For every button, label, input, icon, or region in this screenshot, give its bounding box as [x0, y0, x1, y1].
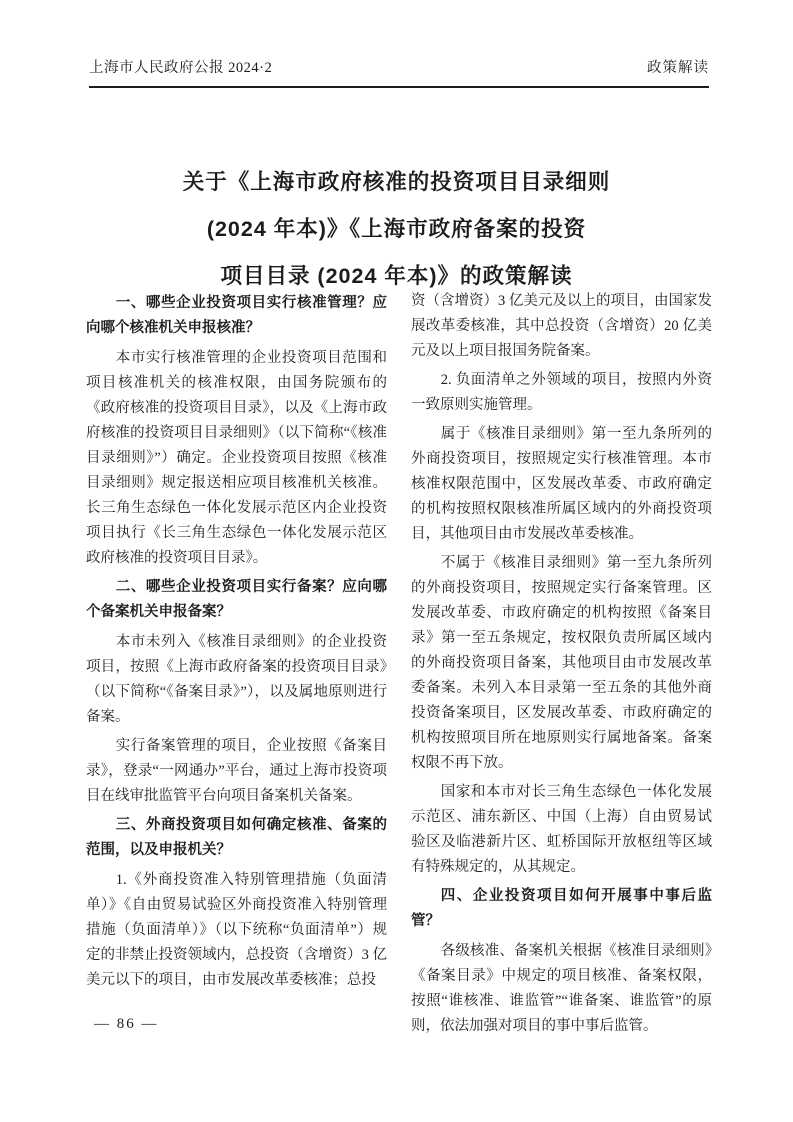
paragraph: 1.《外商投资准入特别管理措施（负面清单）》《自由贸易试验区外商投资准入特别管理措施（负面清单）》（以下统称“负面清单”）规定的非禁止投资领域内，总投资（含增资）3 亿美元以下的项目，由市发展改革委核准；总投	[86, 872, 387, 988]
paragraph: 资（含增资）3 亿美元及以上的项目，由国家发展改革委核准，其中总投资（含增资）20 亿美元及以上项目报国务院备案。	[411, 293, 712, 359]
paragraph: 属于《核准目录细则》第一至九条所列的外商投资项目，按照规定实行核准管理。本市核准权限范围中，区发展改革委、市政府确定的机构按照权限核准所属区域内的外商投资项目，其他项目由市发展改革委核准。	[411, 426, 712, 542]
paragraph: 本市未列入《核准目录细则》的企业投资项目，按照《上海市政府备案的投资项目目录》（以下简称“《备案目录》”），以及属地原则进行备案。	[86, 634, 387, 725]
title-line-1: 关于《上海市政府核准的投资项目目录细则	[182, 170, 611, 194]
paragraph: 本市实行核准管理的企业投资项目范围和项目核准机关的核准权限，由国务院颁布的《政府核准的投资项目目录》，以及《上海市政府核准的投资项目目录细则》（以下简称“《核准目录细则》”）确定。企业投资项目按照《核准目录细则》规定报送相应项目核准机关核准。长三角生态绿色一体化发展示范区内企业投资项目执行《长三角生态绿色一体化发展示范区政府核准的投资项目目录》。	[86, 350, 387, 566]
two-column-body	[86, 289, 712, 1043]
page-header	[89, 56, 709, 88]
section-heading: 一、哪些企业投资项目实行核准管理？应向哪个核准机关申报核准？	[86, 295, 387, 336]
section-heading: 四、企业投资项目如何开展事中事后监管？	[411, 888, 712, 929]
header-gazette-name: 上海市人民政府公报 2024·2	[89, 60, 273, 76]
left-column	[86, 289, 387, 1043]
paragraph: 各级核准、备案机关根据《核准目录细则》《备案目录》中规定的项目核准、备案权限，按照“谁核准、谁监管”“谁备案、谁监管”的原则，依法加强对项目的事中事后监管。	[411, 943, 712, 1034]
right-column	[411, 289, 712, 1043]
title-line-2: (2024 年本)》《上海市政府备案的投资	[206, 217, 587, 241]
header-section-label: 政策解读	[647, 60, 709, 76]
paragraph: 实行备案管理的项目，企业按照《备案目录》，登录“一网通办”平台，通过上海市投资项目在线审批监管平台向项目备案机关备案。	[86, 738, 387, 804]
section-heading: 二、哪些企业投资项目实行备案？应向哪个备案机关申报备案？	[86, 579, 387, 620]
section-heading: 三、外商投资项目如何确定核准、备案的范围，以及申报机关？	[86, 817, 387, 858]
paragraph: 不属于《核准目录细则》第一至九条所列的外商投资项目，按照规定实行备案管理。区发展改革委、市政府确定的机构按照《备案目录》第一至五条规定，按权限负责所属区域内的外商投资项目备案，其他项目由市发展改革委备案。未列入本目录第一至五条的其他外商投资备案项目，区发展改革委、市政府确定的机构按照项目所在地原则实行属地备案。备案权限不再下放。	[411, 555, 712, 771]
document-title	[60, 159, 733, 300]
paragraph: 2. 负面清单之外领域的项目，按照内外资一致原则实施管理。	[411, 372, 712, 413]
title-line-3: 项目目录 (2024 年本)》的政策解读	[220, 264, 573, 288]
paragraph: 国家和本市对长三角生态绿色一体化发展示范区、浦东新区、中国（上海）自由贸易试验区及临港新片区、虹桥国际开放枢纽等区域有特殊规定的，从其规定。	[411, 784, 712, 875]
footer-page-number: — 86 —	[94, 1016, 159, 1032]
